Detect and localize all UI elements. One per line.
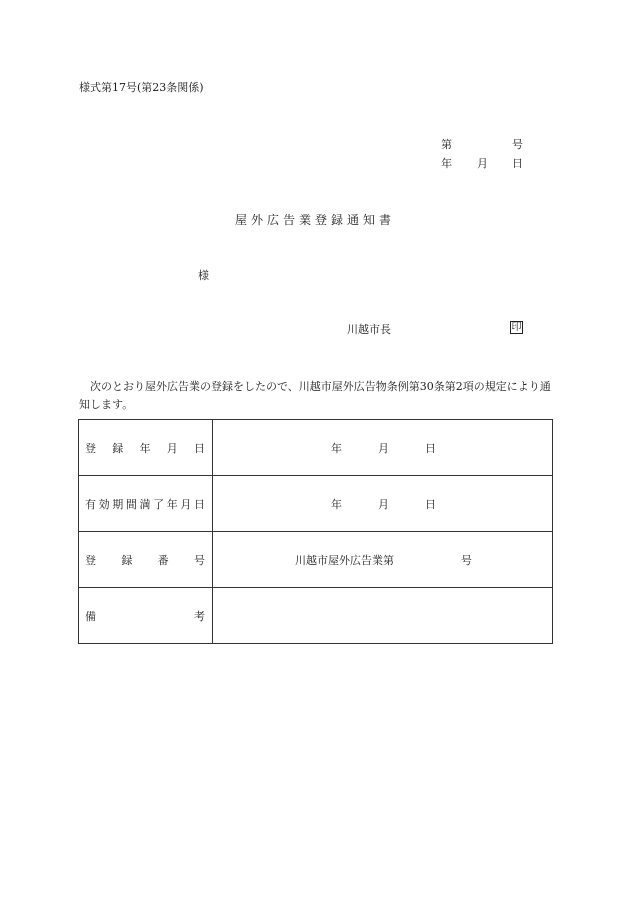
label-char: 間 xyxy=(125,497,137,511)
label-char: 了 xyxy=(153,497,165,511)
value-month: 月 xyxy=(378,441,389,455)
row-value-registration-number xyxy=(213,532,553,588)
value-day: 日 xyxy=(425,497,436,511)
value-month: 月 xyxy=(378,497,389,511)
date-day: 日 xyxy=(512,157,523,170)
label-char: 期 xyxy=(112,497,124,511)
label-char: 年 xyxy=(139,441,151,455)
value-year: 年 xyxy=(331,497,342,511)
value-year: 年 xyxy=(331,441,342,455)
value-number-suffix: 号 xyxy=(461,553,472,567)
row-label-expiry-date xyxy=(79,476,213,532)
label-char: 有 xyxy=(85,497,96,511)
issuer-name: 川越市長 xyxy=(347,323,391,336)
form-number: 様式第17号(第23条関係) xyxy=(79,81,204,94)
label-char: 録 xyxy=(121,553,133,567)
table-row xyxy=(79,420,553,476)
row-value-registration-date xyxy=(213,420,553,476)
label-char: 登 xyxy=(85,553,96,567)
label-char: 日 xyxy=(194,497,205,511)
row-label-registration-number xyxy=(79,532,213,588)
document-number-prefix: 第 xyxy=(441,138,452,151)
label-char: 備 xyxy=(85,609,96,623)
label-char: 考 xyxy=(194,609,205,623)
label-char: 月 xyxy=(166,441,178,455)
value-day: 日 xyxy=(425,441,436,455)
date-year: 年 xyxy=(441,157,452,170)
label-chars xyxy=(79,440,212,456)
label-char: 満 xyxy=(139,497,151,511)
body-text: 次のとおり屋外広告業の登録をしたので、川越市屋外広告物条例第30条第2項の規定により通知します。 xyxy=(79,380,551,411)
table-row xyxy=(79,588,553,644)
date-month: 月 xyxy=(477,157,488,170)
document-title: 屋外広告業登録通知書 xyxy=(235,213,396,227)
label-chars xyxy=(79,608,212,624)
seal-mark: 印 xyxy=(511,321,522,333)
row-label-remarks xyxy=(79,588,213,644)
label-chars xyxy=(79,552,212,568)
label-char: 年 xyxy=(166,497,178,511)
table-row xyxy=(79,532,553,588)
value-number-prefix: 川越市屋外広告業第 xyxy=(295,553,394,567)
label-char: 番 xyxy=(157,553,169,567)
label-chars xyxy=(79,496,212,512)
row-value-remarks xyxy=(213,588,553,644)
label-char: 録 xyxy=(112,441,124,455)
table-row xyxy=(79,476,553,532)
label-char: 登 xyxy=(85,441,96,455)
label-char: 号 xyxy=(193,553,205,567)
label-char: 効 xyxy=(98,497,110,511)
label-char: 月 xyxy=(180,497,192,511)
row-value-expiry-date xyxy=(213,476,553,532)
registration-info-table xyxy=(78,419,553,644)
addressee-suffix: 様 xyxy=(198,269,209,282)
row-label-registration-date xyxy=(79,420,213,476)
document-number-suffix: 号 xyxy=(512,138,523,151)
label-char: 日 xyxy=(194,441,205,455)
